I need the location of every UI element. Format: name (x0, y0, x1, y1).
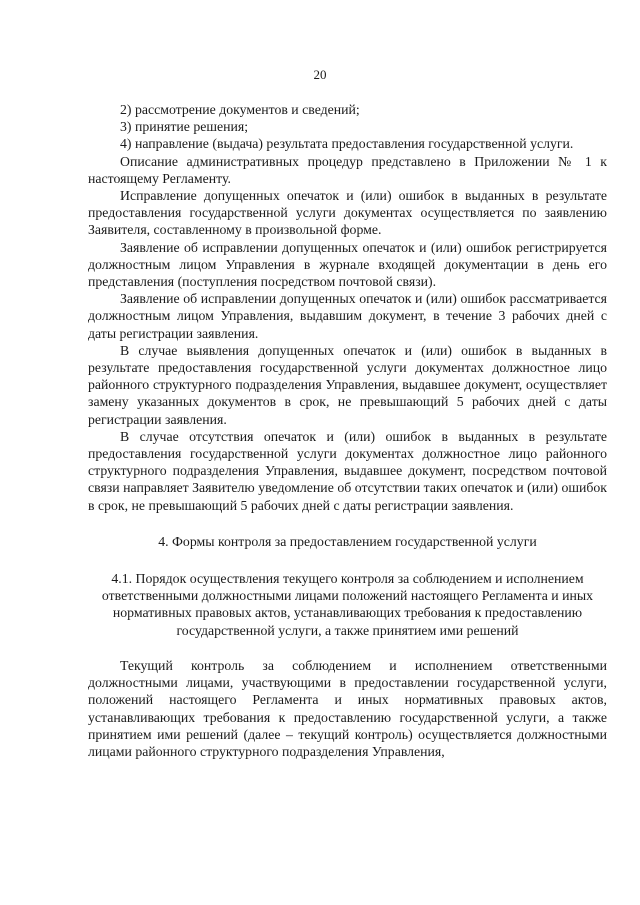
list-item-review: 2) рассмотрение документов и сведений; (120, 102, 360, 117)
paragraph-replacement: В случае выявления допущенных опечаток и (или) ошибок в выданных в результате предоставления государственной услуги документах должностное лицо районного структурного подразделения Управления, выдавшее документ, осуществляет замену указанных документов в срок, не превышающий 5 рабочих дней с даты регистрации заявления. (88, 342, 607, 427)
paragraph-notification: В случае отсутствия опечаток и (или) ошибок в выданных в результате предоставления государственной услуги документах должностное лицо районного структурного подразделения Управления, выдавшее документ, посредством почтовой связи направляет Заявителю уведомление об отсутствии таких опечаток и (или) ошибок в срок, не превышающий 5 рабочих дней с даты регистрации заявления. (88, 428, 607, 513)
paragraph-corrections: Исправление допущенных опечаток и (или) ошибок в выданных в результате предоставления государственной услуги документах осуществляется по заявлению Заявителя, составленному в произвольной форме. (88, 188, 607, 238)
document-body (88, 101, 607, 760)
paragraph-current-control: Текущий контроль за соблюдением и исполнением ответственными должностными лицами, участвующими в предоставлении государственной услуги, положений настоящего Регламента и иных нормативных правовых актов, устанавливающих требования к предоставлению государственной услуги, а также принятием ими решений (далее – текущий контроль) осуществляется должностными лицами районного структурного подразделения Управления, (88, 657, 607, 759)
paragraph-registration: Заявление об исправлении допущенных опечаток и (или) ошибок регистрируется должностным лицом Управления в журнале входящей документации в день его представления (поступления посредством почтовой связи). (88, 239, 607, 290)
list-item-result: 4) направление (выдача) результата предоставления государственной услуги. (120, 136, 574, 152)
paragraph-procedures: Описание административных процедур представлено в Приложении № 1 к настоящему Регламенту. (88, 153, 607, 186)
page-number: 20 (313, 67, 327, 82)
section-heading: 4. Формы контроля за предоставлением государственной услуги (158, 533, 537, 549)
paragraph-consideration: Заявление об исправлении допущенных опечаток и (или) ошибок рассматривается должностным лицом Управления, выдавшим документ, в течение 3 рабочих дней с даты регистрации заявления. (88, 291, 607, 341)
list-item-decision: 3) принятие решения; (120, 119, 249, 135)
subsection-heading: 4.1. Порядок осуществления текущего контроля за соблюдением и исполнением ответственными должностными лицами положений настоящего Регламента и иных нормативных правовых актов, устанавливающих требования к предоставлению государственной услуги, а также принятием ими решений (101, 571, 594, 638)
